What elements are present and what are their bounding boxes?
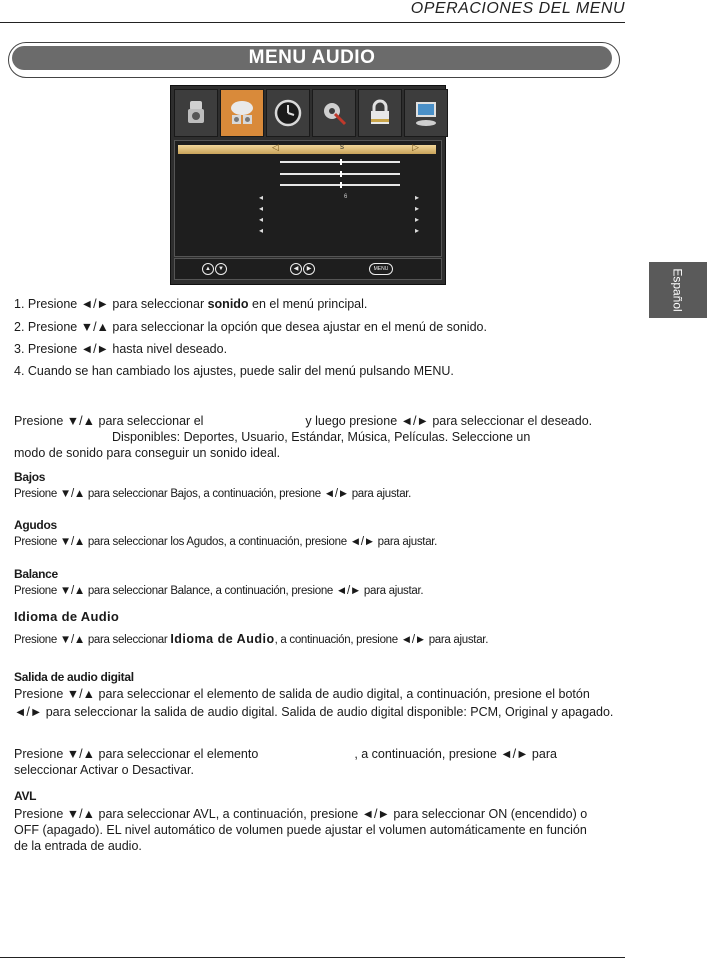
camera-icon [180,97,212,129]
language-side-tab [649,262,707,318]
arrow-right-icon: ▸ [414,193,419,202]
osd-tab-time [266,89,310,137]
balance-text: Presione ▼/▲ para seleccionar Balance, a continuación, presione ◄/► para ajustar. [14,585,424,597]
up-arrow-icon: ▲ [202,263,214,275]
idioma-heading: Idioma de Audio [14,609,120,624]
arrow-right-icon: ▸ [414,215,419,224]
osd-slider-knob [340,171,342,177]
osd-option-row [259,206,419,214]
salida-line-1: Presione ▼/▲ para seleccionar el elemento de salida de audio digital, a continuación, presione el botón [14,687,590,701]
activar-line-1 [14,746,557,762]
salida-heading: Salida de audio digital [14,670,134,684]
arrow-right-icon: ▷ [412,142,419,152]
salida-line-2: ◄/► para seleccionar la salida de audio digital. Salida de audio digital disponible: PCM, Original y apagado. [14,705,614,719]
osd-tab-lock [358,89,402,137]
avl-heading: AVL [14,789,37,803]
osd-slider-bass [280,161,400,163]
section-banner [12,46,612,70]
right-arrow-icon: ▶ [303,263,315,275]
arrow-left-icon: ◂ [259,215,264,224]
avl-line-1: Presione ▼/▲ para seleccionar AVL, a continuación, presione ◄/► para seleccionar ON (encendido) o [14,807,588,821]
left-arrow-icon: ◀ [290,263,302,275]
arrow-left-icon: ◁ [272,142,279,152]
bajos-heading: Bajos [14,470,46,484]
down-arrow-icon: ▼ [215,263,227,275]
agudos-heading: Agudos [14,518,57,532]
footer-rule [0,957,625,958]
osd-leftright-buttons [290,263,315,275]
arrow-left-icon: ◂ [259,193,264,202]
osd-option-row [259,228,419,236]
step-4: 4. Cuando se han cambiado los ajustes, puede salir del menú pulsando MENU. [14,364,454,378]
mode-line-1-a: Presione ▼/▲ para seleccionar el [14,414,204,428]
page-header-title: OPERACIONES DEL MENU [410,0,625,17]
osd-slider-knob [340,159,342,165]
osd-slider-balance [280,184,400,186]
step-2: 2. Presione ▼/▲ para seleccionar la opción que desea ajustar en el menú de sonido. [14,320,487,334]
osd-menu-button-graphic [369,263,393,275]
sound-icon [226,97,258,129]
tv-osd-screenshot [170,85,446,285]
idioma-text-a: Presione ▼/▲ para seleccionar [14,634,171,646]
mode-line-1-b: y luego presione ◄/► para seleccionar el deseado. [305,414,593,428]
mode-line-1 [14,413,592,429]
osd-option-row [259,217,419,225]
avl-line-2: OFF (apagado). EL nivel automático de volumen puede ajustar el volumen automáticamente en función [14,823,587,837]
osd-footer [174,258,442,280]
osd-tab-picture [174,89,218,137]
osd-selected-row [178,142,436,154]
menu-button-icon: MENU [369,263,393,275]
header-rule [0,22,625,23]
step-1-text-end: en el menú principal. [248,297,368,311]
bajos-text: Presione ▼/▲ para seleccionar Bajos, a continuación, presione ◄/► para ajustar. [14,488,412,500]
osd-slider-treble [280,173,400,175]
settings-gear-icon [318,97,350,129]
step-1-bold: sonido [207,297,249,311]
balance-heading: Balance [14,567,58,581]
idioma-text [14,631,488,648]
agudos-text: Presione ▼/▲ para seleccionar los Agudos, a continuación, presione ◄/► para ajustar. [14,536,438,548]
arrow-right-icon: ▸ [414,204,419,213]
arrow-left-icon: ◂ [259,204,264,213]
osd-option-row [259,195,419,203]
idioma-text-c: , a continuación, presione ◄/► para ajustar. [274,634,489,646]
arrow-left-icon: ◂ [259,226,264,235]
monitor-icon [410,97,442,129]
mode-line-3: modo de sonido para conseguir un sonido ideal. [14,446,281,460]
section-banner-title: MENU AUDIO [248,47,376,68]
mode-line-2: Disponibles: Deportes, Usuario, Estándar, Música, Películas. Seleccione un [112,430,531,444]
activar-line-1-a: Presione ▼/▲ para seleccionar el elemento [14,747,259,761]
osd-tab-pc [404,89,448,137]
osd-option-value: 6 [344,194,348,200]
idioma-text-bold: Idioma de Audio [170,632,275,646]
avl-line-3: de la entrada de audio. [14,839,142,853]
activar-line-1-b: , a continuación, presione ◄/► para [354,747,557,761]
osd-slider-knob [340,182,342,188]
osd-menu-list [174,140,442,257]
language-side-tab-label: Español [671,268,685,312]
clock-icon [272,97,304,129]
osd-tab-setup [312,89,356,137]
arrow-right-icon: ▸ [414,226,419,235]
osd-tab-bar [174,89,448,137]
osd-selected-value: s [340,142,344,151]
step-3: 3. Presione ◄/► hasta nivel deseado. [14,342,228,356]
osd-tab-sound [220,89,264,137]
activar-line-2: seleccionar Activar o Desactivar. [14,763,194,777]
step-1 [14,296,367,312]
osd-updown-buttons [202,263,227,275]
lock-icon [364,97,396,129]
step-1-text: 1. Presione ◄/► para seleccionar [14,297,208,311]
